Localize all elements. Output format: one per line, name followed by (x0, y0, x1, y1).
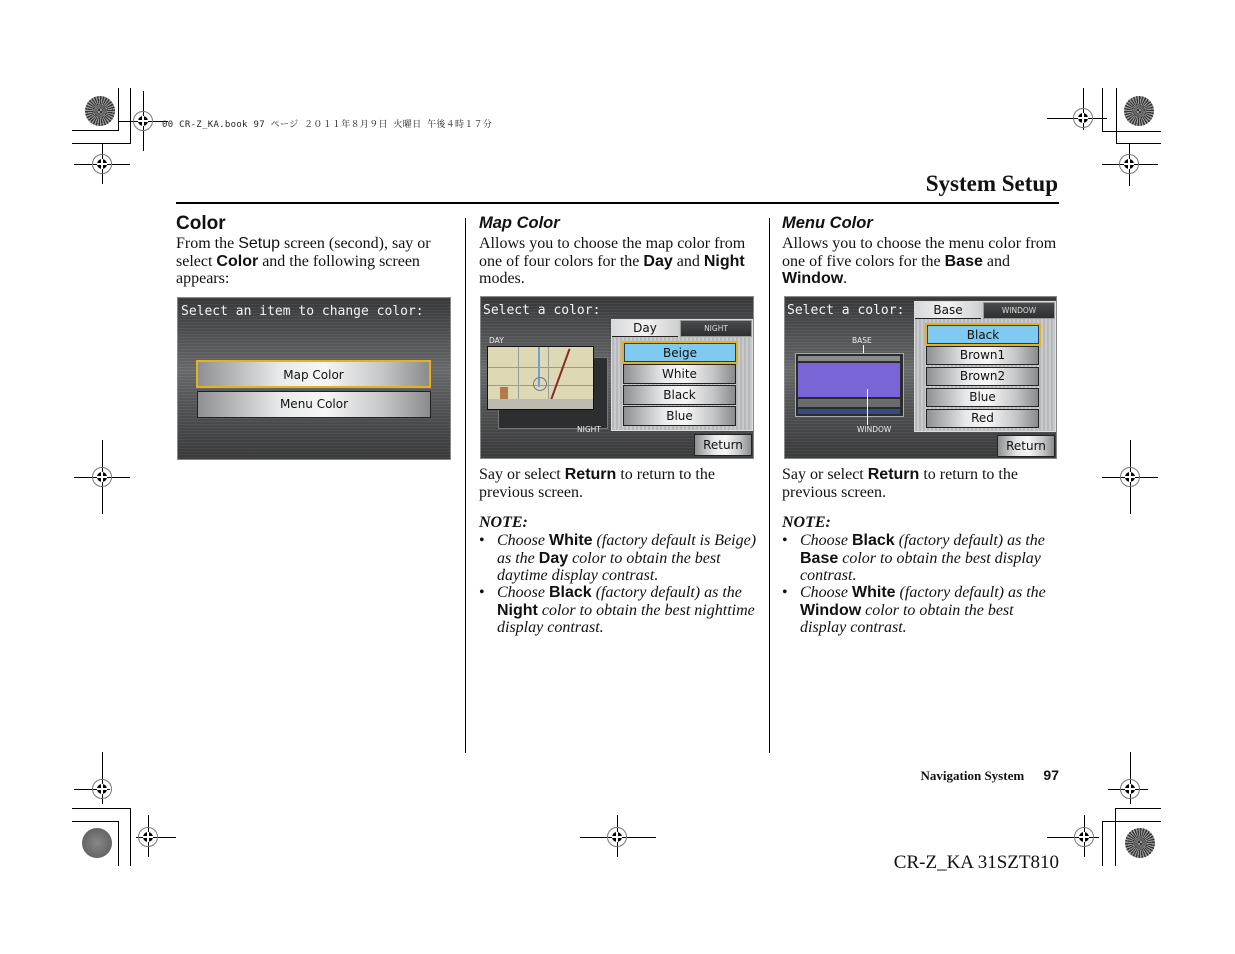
preview-base-label: BASE (852, 336, 872, 345)
tab-window[interactable]: WINDOW (983, 302, 1055, 319)
preview-night-label: NIGHT (577, 425, 601, 434)
screen-title: Select a color: (483, 303, 601, 318)
preview-day-label: DAY (489, 336, 504, 345)
return-button[interactable]: Return (997, 435, 1055, 457)
page-number: 97 (1043, 767, 1059, 783)
preview-window-label: WINDOW (857, 425, 892, 434)
color-option-blue[interactable]: Blue (926, 388, 1039, 407)
color-option-black[interactable]: Black (925, 323, 1041, 346)
registration-star-icon (82, 828, 112, 858)
screen-title: Select an item to change color: (181, 304, 424, 319)
column-divider (465, 218, 466, 753)
note-heading: NOTE: (782, 514, 831, 532)
intro-text: Allows you to choose the map color from one of four colors for the Day and Night modes. (479, 235, 746, 288)
note-item: • Choose White (factory default is Beige) as the Day color to obtain the best daytime display contrast. (479, 532, 759, 584)
section-menu-color (782, 214, 1062, 288)
print-header: 00 CR-Z_KA.book 97 ページ ２０１１年８月９日 火曜日 午後４時１７分 (162, 120, 493, 130)
intro-text: From the Setup screen (second), say or select Color and the following screen appears: (176, 235, 431, 288)
registration-star-icon (1124, 96, 1154, 126)
return-instruction: Say or select Return to return to the previous screen. (782, 466, 1018, 501)
color-option-black[interactable]: Black (623, 385, 736, 405)
note-item: • Choose Black (factory default) as the Night color to obtain the best nighttime display contrast. (479, 584, 759, 636)
note-list (782, 532, 1062, 636)
title-rule (176, 202, 1059, 204)
tab-base[interactable]: Base (915, 302, 981, 319)
color-option-brown1[interactable]: Brown1 (926, 346, 1039, 365)
color-option-brown2[interactable]: Brown2 (926, 367, 1039, 386)
section-heading: Menu Color (782, 214, 873, 232)
note-list (479, 532, 759, 636)
screen-map-color (480, 296, 754, 459)
screen-select-item (177, 297, 451, 460)
menu-preview (795, 353, 904, 417)
color-option-blue[interactable]: Blue (623, 406, 736, 426)
color-option-white[interactable]: White (623, 364, 736, 384)
day-map-preview (487, 346, 594, 410)
page-footer (921, 767, 1059, 784)
section-map-color (479, 214, 759, 288)
screen-menu-color (784, 296, 1057, 459)
section-heading: Color (176, 213, 226, 234)
footer-section: Navigation System (920, 768, 1025, 783)
menu-color-button[interactable]: Menu Color (197, 391, 431, 418)
doc-code: CR-Z_KA 31SZT810 (893, 852, 1059, 873)
column-divider (769, 218, 770, 753)
screen-title: Select a color: (787, 303, 905, 318)
registration-star-icon (85, 96, 115, 126)
registration-star-icon (1125, 828, 1155, 858)
tab-night[interactable]: NIGHT (680, 320, 752, 337)
color-option-red[interactable]: Red (926, 409, 1039, 428)
map-color-notes (479, 466, 759, 637)
note-item: • Choose Black (factory default) as the Base color to obtain the best display contrast. (782, 532, 1062, 584)
return-instruction: Say or select Return to return to the previous screen. (479, 466, 715, 501)
section-color (176, 213, 456, 288)
intro-text: Allows you to choose the menu color from one of five colors for the Base and Window. (782, 235, 1057, 288)
section-heading: Map Color (479, 214, 560, 232)
tab-day[interactable]: Day (612, 320, 678, 337)
return-button[interactable]: Return (694, 434, 752, 456)
note-item: • Choose White (factory default) as the Window color to obtain the best display contrast. (782, 584, 1062, 636)
menu-color-notes (782, 466, 1062, 637)
color-option-beige[interactable]: Beige (622, 341, 738, 364)
note-heading: NOTE: (479, 514, 528, 532)
map-color-button[interactable]: Map Color (196, 360, 431, 388)
page-title: System Setup (925, 171, 1058, 196)
